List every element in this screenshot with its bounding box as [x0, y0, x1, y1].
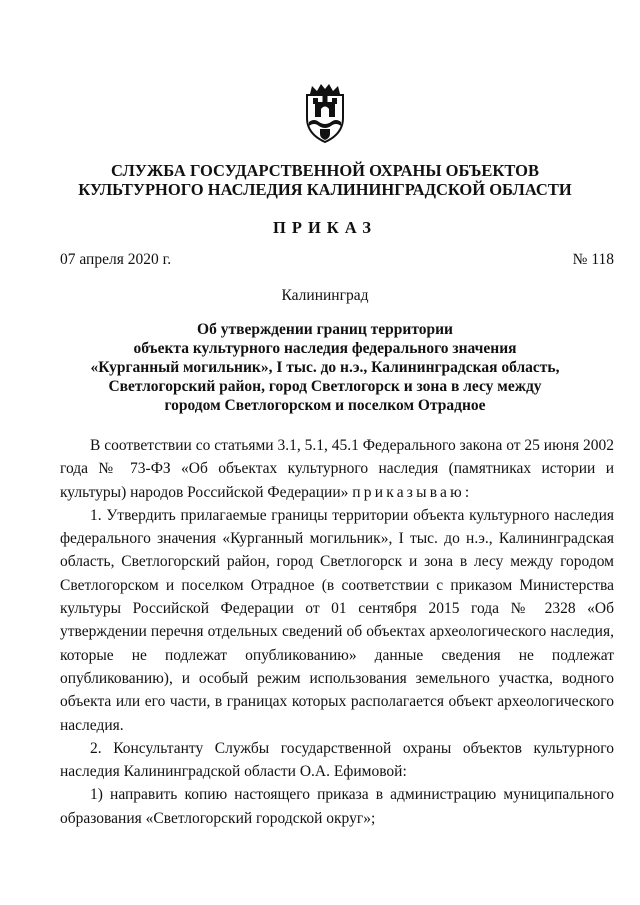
document-body	[60, 434, 614, 830]
coat-of-arms-icon	[300, 82, 350, 144]
document-city: Калининград	[281, 287, 369, 304]
organization-name-line2: КУЛЬТУРНОГО НАСЛЕДИЯ КАЛИНИНГРАДСКОЙ ОБЛАСТИ	[78, 180, 572, 199]
document-title	[60, 320, 590, 415]
document-date: 07 апреля 2020 г.	[60, 251, 172, 268]
document-type: ПРИКАЗ	[273, 218, 377, 237]
preamble-verb: приказываю:	[352, 483, 473, 501]
title-line: объекта культурного наследия федерального значения	[133, 340, 517, 357]
preamble-text: В соответствии со статьями 3.1, 5.1, 45.1 Федерального закона от 25 июня 2002 года № 73-ФЗ «Об объектах культурного наследия (памятниках истории и культуры) народов Российской Федерации»	[60, 437, 614, 501]
paragraph-item-2: 2. Консультанту Службы государственной охраны объектов культурного наследия Калининградской области О.А. Ефимовой:	[60, 739, 614, 781]
title-line: «Курганный могильник», I тыс. до н.э., Калининградская область,	[90, 359, 560, 376]
organization-name-line1: СЛУЖБА ГОСУДАРСТВЕННОЙ ОХРАНЫ ОБЪЕКТОВ	[110, 161, 539, 180]
title-line: городом Светлогорском и поселком Отрадное	[164, 397, 486, 414]
preamble-paragraph	[60, 434, 614, 504]
title-line: Светлогорский район, город Светлогорск и зона в лесу между	[108, 378, 542, 395]
title-line: Об утверждении границ территории	[197, 321, 453, 338]
paragraph-item-1: 1. Утвердить прилагаемые границы территории объекта культурного наследия федерального значения «Курганный могильник», I тыс. до н.э., Калининградская область, Светлогорский район, город Светлогорск и зона в лесу между городом Светлогорском и поселком Отрадное (в соответствии с приказом Министерства культуры Российской Федерации от 01 сентября 2015 года № 2328 «Об утверждении перечня отдельных сведений об объектах археологического наследия, которые не подлежат опубликованию» данные сведения не подлежат опубликованию), и особый режим использования земельного участка, водного объекта или его части, в границах которых располагается объект археологического наследия.	[60, 506, 614, 734]
paragraph-item-2-1: 1) направить копию настоящего приказа в администрацию муниципального образования «Светлогорский городской округ»;	[60, 786, 614, 827]
document-number: № 118	[572, 251, 614, 268]
